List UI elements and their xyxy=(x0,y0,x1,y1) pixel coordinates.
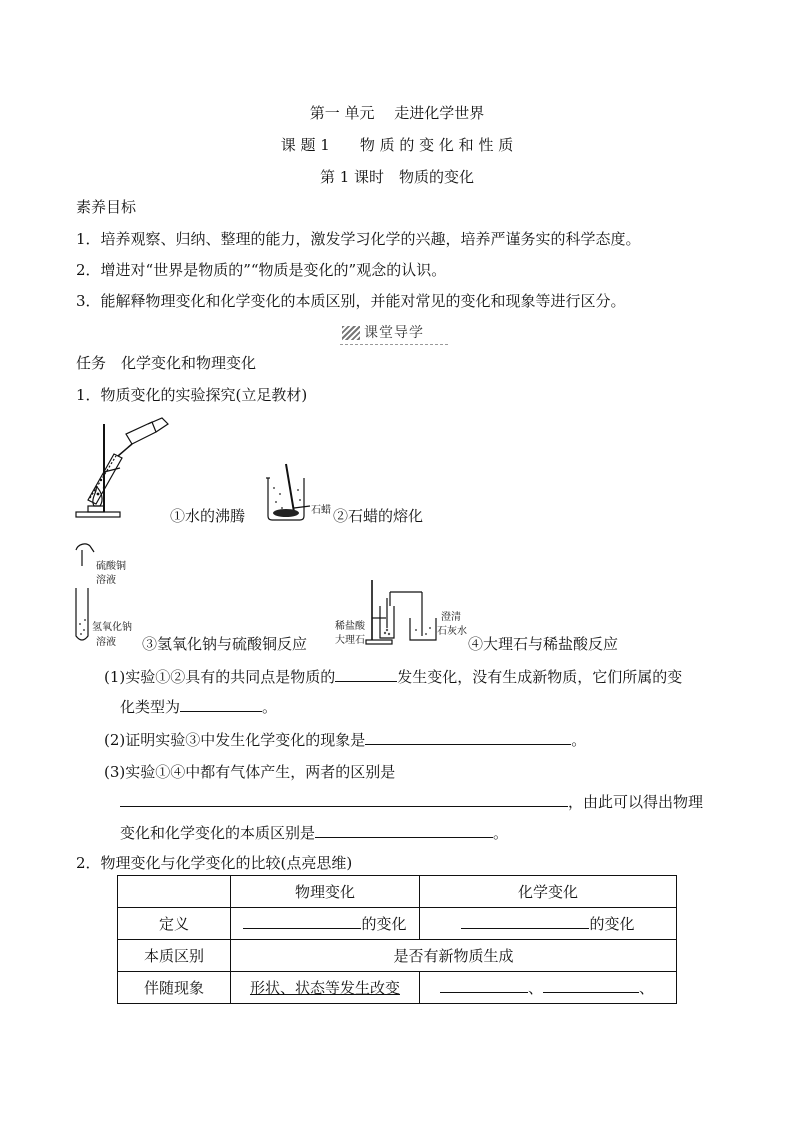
cell-essence-value: 是否有新物质生成 xyxy=(231,940,677,972)
topic-title: 课 题 1 物 质 的 变 化 和 性 质 xyxy=(280,136,514,154)
table-header-row xyxy=(118,876,677,908)
hcl-label: 稀盐酸 xyxy=(335,621,365,632)
question-3-line-1: (3)实验①④中都有气体产生，两者的区别是 xyxy=(104,763,396,781)
row-label-definition: 定义 xyxy=(118,908,231,940)
phenomena-separator-1: 、 xyxy=(528,979,544,997)
figure-3-caption: ③氢氧化钠与硫酸铜反应 xyxy=(142,635,308,653)
definition-physical-suffix: 的变化 xyxy=(361,915,407,933)
unit-title: 第一 单元 走进化学世界 xyxy=(309,104,485,122)
answer-blank-3[interactable] xyxy=(365,730,571,745)
row-label-phenomena: 伴随现象 xyxy=(118,972,231,1004)
goal-item-2: 2．增进对“世界是物质的”“物质是变化的”观念的认识。 xyxy=(76,261,447,279)
naoh-label-2: 溶液 xyxy=(96,637,116,648)
task-item-1: 1．物质变化的实验探究(立足教材) xyxy=(76,386,308,404)
banner-icon xyxy=(342,326,360,340)
lesson-title: 第 1 课时 物质的变化 xyxy=(319,168,475,186)
goal-item-3: 3．能解释物理变化和化学变化的本质区别，并能对常见的变化和现象等进行区分。 xyxy=(76,292,626,310)
phenomena-physical-text: 形状、状态等发生改变 xyxy=(249,979,400,997)
boiling-apparatus-figure xyxy=(74,414,184,520)
goals-heading: 素养目标 xyxy=(76,198,137,216)
cell-definition-physical xyxy=(231,908,420,940)
question-1-part-c: 化类型为 xyxy=(120,698,181,716)
table-header-physical: 物理变化 xyxy=(231,876,420,908)
figure-1-caption: ①水的沸腾 xyxy=(170,507,246,525)
question-2 xyxy=(104,729,586,750)
question-1-part-a: (1)实验①②具有的共同点是物质的 xyxy=(104,668,336,686)
limewater-label-2: 石灰水 xyxy=(437,626,467,637)
table-row-phenomena xyxy=(118,972,677,1004)
table-header-empty xyxy=(118,876,231,908)
question-1-line-2 xyxy=(120,696,277,717)
answer-blank-6[interactable] xyxy=(243,914,361,929)
question-1-line-1 xyxy=(104,666,682,687)
row-label-essence: 本质区别 xyxy=(118,940,231,972)
question-3-part-d: 。 xyxy=(493,824,509,842)
cell-phenomena-physical xyxy=(231,972,420,1004)
task-title: 任务 化学变化和物理变化 xyxy=(76,354,257,372)
question-2-part-a: (2)证明实验③中发生化学变化的现象是 xyxy=(104,731,366,749)
table-header-chemical: 化学变化 xyxy=(420,876,677,908)
cell-definition-chemical xyxy=(420,908,677,940)
question-3-line-3 xyxy=(120,822,508,843)
answer-blank-2[interactable] xyxy=(180,697,262,712)
comparison-table xyxy=(117,875,677,1004)
goal-item-1: 1．培养观察、归纳、整理的能力，激发学习化学的兴趣，培养严谨务实的科学态度。 xyxy=(76,230,641,248)
figure-2-caption: ②石蜡的熔化 xyxy=(333,507,424,525)
answer-blank-7[interactable] xyxy=(461,914,589,929)
figure-4-caption: ④大理石与稀盐酸反应 xyxy=(468,635,619,653)
item-2-heading: 2．物理变化与化学变化的比较(点亮思维) xyxy=(76,854,353,872)
answer-blank-1[interactable] xyxy=(335,667,397,682)
phenomena-separator-2: 、 xyxy=(639,979,655,997)
copper-sulfate-label-1: 硫酸铜 xyxy=(96,561,126,572)
question-3-part-b: ，由此可以得出物理 xyxy=(568,793,704,811)
wax-label: 石蜡 xyxy=(311,505,331,516)
marble-label: 大理石 xyxy=(335,635,365,646)
question-3-part-c: 变化和化学变化的本质区别是 xyxy=(120,824,316,842)
answer-blank-4[interactable] xyxy=(120,792,568,807)
limewater-label-1: 澄清 xyxy=(441,612,461,623)
definition-chemical-suffix: 的变化 xyxy=(589,915,635,933)
banner-label: 课堂导学 xyxy=(364,325,424,341)
section-banner xyxy=(340,322,448,345)
table-row-definition xyxy=(118,908,677,940)
answer-blank-8[interactable] xyxy=(440,978,528,993)
answer-blank-9[interactable] xyxy=(543,978,639,993)
question-1-part-d: 。 xyxy=(262,698,278,716)
answer-blank-5[interactable] xyxy=(315,823,493,838)
question-1-part-b: 发生变化，没有生成新物质，它们所属的变 xyxy=(397,668,683,686)
question-2-part-b: 。 xyxy=(571,731,587,749)
question-3-line-2 xyxy=(120,791,703,812)
naoh-label-1: 氢氧化钠 xyxy=(92,622,132,633)
table-row-essence xyxy=(118,940,677,972)
copper-sulfate-label-2: 溶液 xyxy=(96,575,116,586)
cell-phenomena-chemical xyxy=(420,972,677,1004)
